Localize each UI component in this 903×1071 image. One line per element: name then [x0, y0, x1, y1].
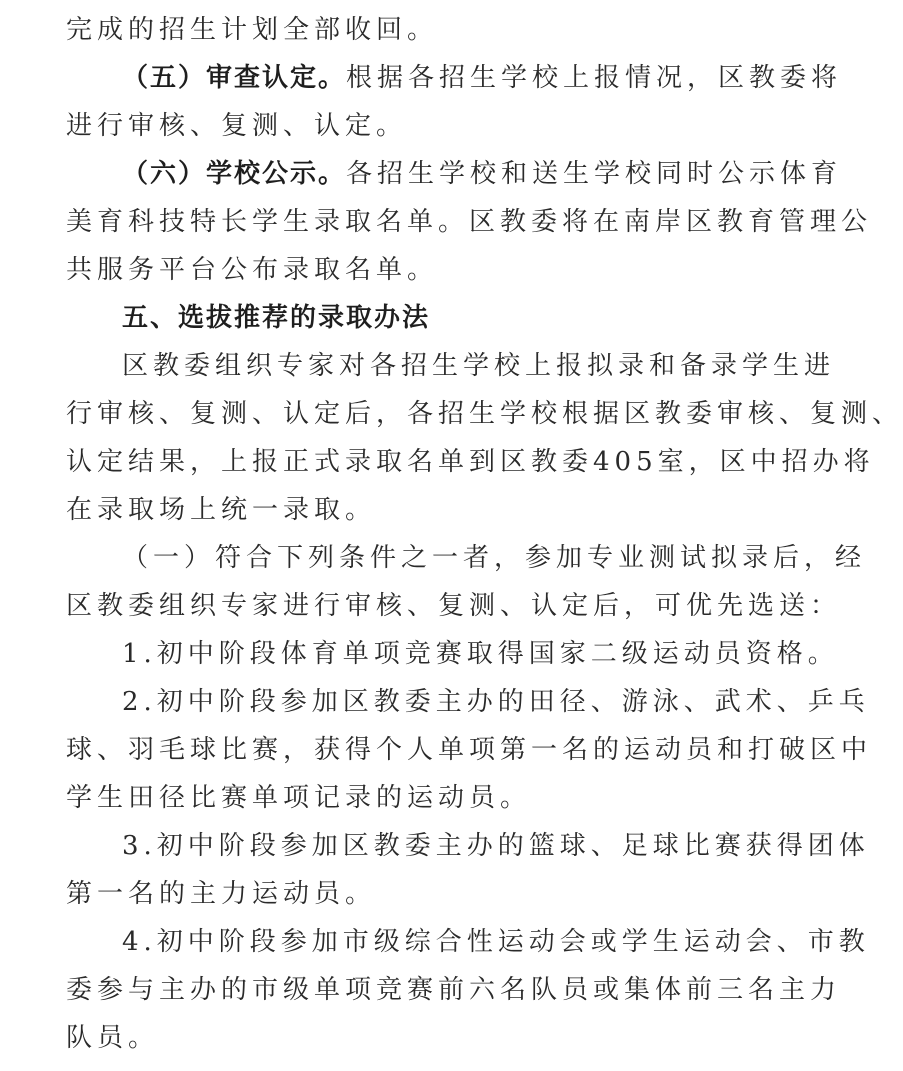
list-item-line: 3.初中阶段参加区教委主办的篮球、足球比赛获得团体: [122, 831, 870, 861]
list-item-line: 学生田径比赛单项记录的运动员。: [66, 783, 532, 813]
paragraph-text: 各招生学校和送生学校同时公示体育: [346, 159, 843, 189]
list-item-line: 委参与主办的市级单项竞赛前六名队员或集体前三名主力: [66, 975, 842, 1005]
paragraph-line: [122, 62, 842, 94]
list-item-line: 队员。: [66, 1023, 160, 1053]
paragraph-line: 行审核、复测、认定后，各招生学校根据区教委审核、复测、: [66, 399, 903, 429]
paragraph-line: 美育科技特长学生录取名单。区教委将在南岸区教育管理公: [66, 207, 873, 237]
list-item-line: 球、羽毛球比赛，获得个人单项第一名的运动员和打破区中: [66, 735, 873, 765]
list-item-line: 第一名的主力运动员。: [66, 879, 377, 909]
paragraph-line: 进行审核、复测、认定。: [66, 111, 408, 141]
paragraph-line: 区教委组织专家进行审核、复测、认定后，可优先选送：: [66, 591, 842, 621]
section-heading: 五、选拔推荐的录取办法: [122, 303, 431, 333]
subsection-heading: （六）学校公示。: [122, 159, 347, 189]
list-item-line: 2.初中阶段参加区教委主办的田径、游泳、武术、乒乓: [122, 687, 870, 717]
subsection-heading: （五）审查认定。: [122, 63, 347, 93]
paragraph-line: 完成的招生计划全部收回。: [66, 15, 439, 45]
list-item-line: 4.初中阶段参加市级综合性运动会或学生运动会、市教: [122, 927, 870, 957]
paragraph-line: [122, 158, 842, 190]
paragraph-line: （一）符合下列条件之一者，参加专业测试拟录后，经: [122, 543, 867, 573]
paragraph-line: 区教委组织专家对各招生学校上报拟录和备录学生进: [122, 351, 836, 381]
list-item-line: 1.初中阶段体育单项竞赛取得国家二级运动员资格。: [122, 639, 839, 669]
paragraph-line: 在录取场上统一录取。: [66, 495, 377, 525]
paragraph-text: 根据各招生学校上报情况，区教委将: [346, 63, 843, 93]
paragraph-line: 认定结果，上报正式录取名单到区教委405室，区中招办将: [66, 447, 875, 477]
paragraph-line: 共服务平台公布录取名单。: [66, 255, 439, 285]
